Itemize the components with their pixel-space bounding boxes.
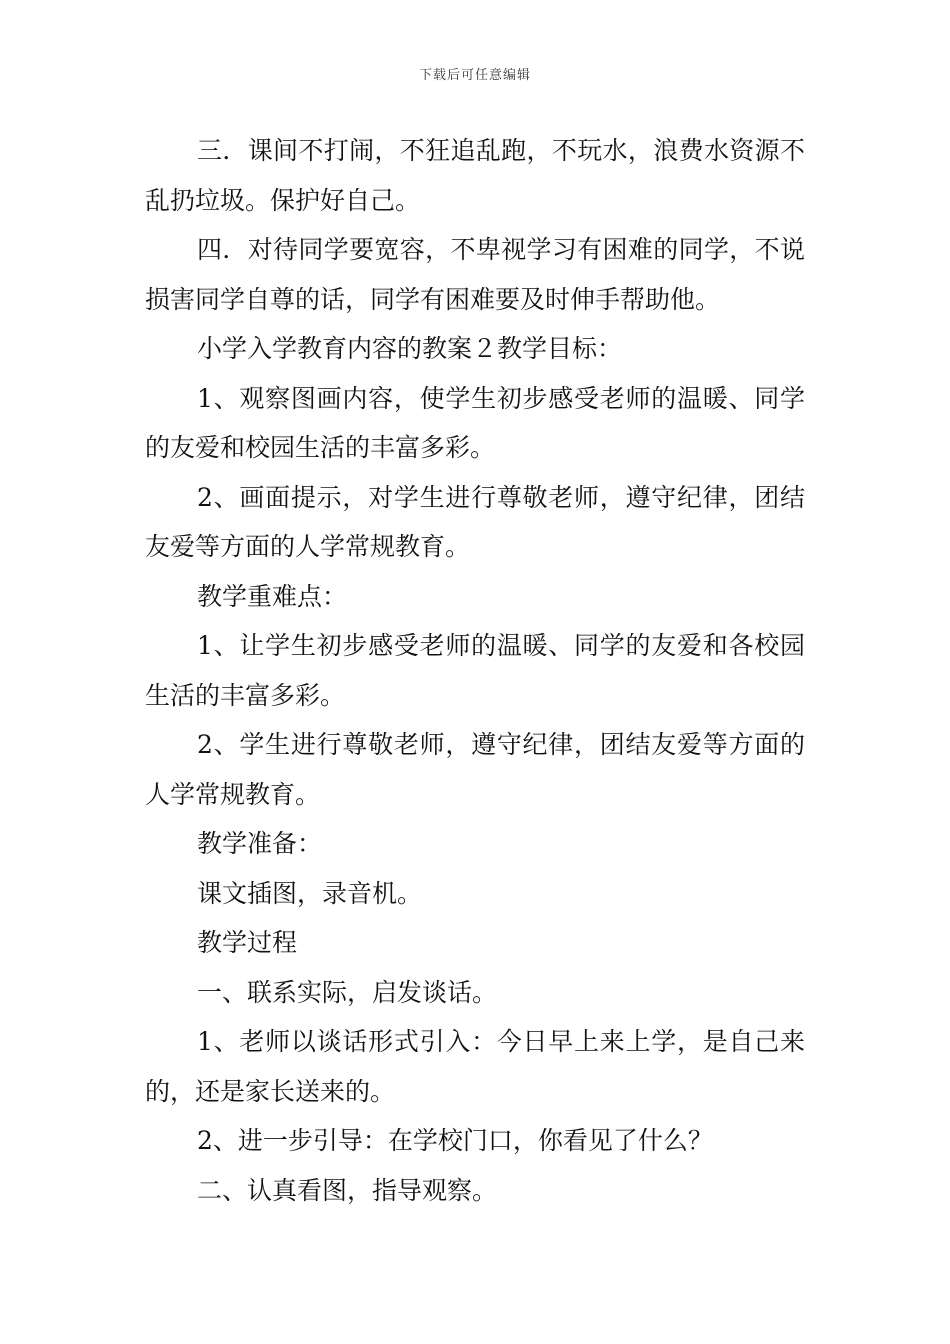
paragraph: 一、联系实际，启发谈话。	[197, 977, 498, 1007]
paragraph: 2、学生进行尊敬老师，遵守纪律，团结友爱等方面的人学常规教育。	[145, 730, 805, 809]
document-body	[145, 126, 805, 1215]
paragraph: 四．对待同学要宽容，不卑视学习有困难的同学，不说损害同学自尊的话，同学有困难要及时伸手帮助他。	[145, 235, 805, 314]
paragraph: 课文插图，录音机。	[197, 878, 423, 908]
paragraph: 2、画面提示，对学生进行尊敬老师，遵守纪律，团结友爱等方面的人学常规教育。	[145, 482, 805, 561]
paragraph: 二、认真看图，指导观察。	[197, 1175, 498, 1205]
paragraph: 教学准备：	[197, 829, 323, 858]
paragraph: 2、进一步引导：在学校门口，你看见了什么？	[197, 1126, 713, 1155]
paragraph: 1、观察图画内容，使学生初步感受老师的温暖、同学的友爱和校园生活的丰富多彩。	[145, 383, 805, 462]
paragraph: 三．课间不打闹，不狂追乱跑，不玩水，浪费水资源不乱扔垃圾。保护好自己。	[145, 136, 805, 215]
paragraph: 1、让学生初步感受老师的温暖、同学的友爱和各校园生活的丰富多彩。	[145, 631, 805, 710]
paragraph: 教学重难点：	[197, 581, 348, 611]
paragraph: 教学过程	[197, 928, 298, 957]
paragraph: 1、老师以谈话形式引入：今日早上来上学，是自己来的，还是家长送来的。	[145, 1027, 805, 1106]
paragraph: 小学入学教育内容的教案２教学目标：	[197, 334, 623, 363]
page-header: 下载后可任意编辑	[418, 68, 531, 83]
